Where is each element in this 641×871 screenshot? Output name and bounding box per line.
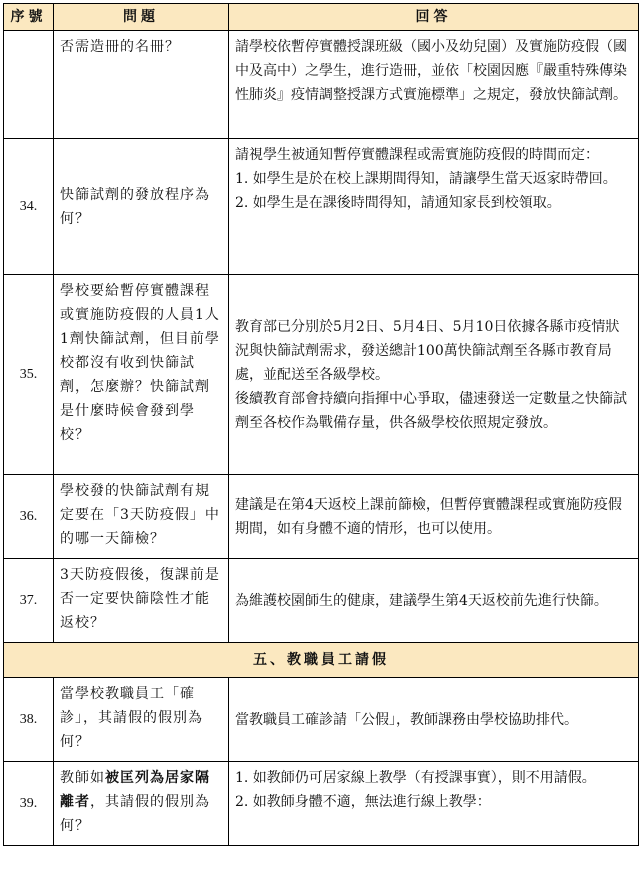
row-number: 35. xyxy=(4,275,54,475)
section-title: 五、教職員工請假 xyxy=(4,643,639,678)
row-answer xyxy=(229,275,639,475)
table-header-row xyxy=(4,4,639,31)
answer-paragraph: 建議是在第4天返校上課前篩檢，但暫停實體課程或實施防疫假期間，如有身體不適的情形，也可以使用。 xyxy=(235,496,622,537)
question-text-post: ，其請假的假別為何？ xyxy=(60,794,210,834)
row-number: 39. xyxy=(4,762,54,846)
row-answer xyxy=(229,678,639,762)
table-row xyxy=(4,678,639,762)
row-answer xyxy=(229,139,639,275)
row-question: 學校要給暫停實體課程或實施防疫假的人員1人1劑快篩試劑，但目前學校都沒有收到快篩試劑，怎麼辦？快篩試劑是什麼時候會發到學校？ xyxy=(54,275,229,475)
row-answer xyxy=(229,762,639,846)
answer-paragraph: 後續教育部會持續向指揮中心爭取，儘速發送一定數量之快篩試劑至各校作為戰備存量，供各級學校依照規定發放。 xyxy=(235,390,627,431)
row-question: 3天防疫假後，復課前是否一定要快篩陰性才能返校？ xyxy=(54,559,229,643)
row-question: 當學校教職員工「確診」，其請假的假別為何？ xyxy=(54,678,229,762)
row-answer xyxy=(229,559,639,643)
row-number: 38. xyxy=(4,678,54,762)
section-header-row xyxy=(4,643,639,678)
table-row xyxy=(4,139,639,275)
answer-item: 2. 如教師身體不適，無法進行線上教學： xyxy=(235,794,491,810)
header-no: 序號 xyxy=(4,4,54,31)
row-question xyxy=(54,762,229,846)
answer-paragraph: 為維護校園師生的健康，建議學生第4天返校前先進行快篩。 xyxy=(235,592,608,609)
row-question: 學校發的快篩試劑有規定要在「3天防疫假」中的哪一天篩檢？ xyxy=(54,475,229,559)
row-question: 快篩試劑的發放程序為何？ xyxy=(54,139,229,275)
row-number: 37. xyxy=(4,559,54,643)
answer-item: 1. 如教師仍可居家線上教學（有授課事實），則不用請假。 xyxy=(235,770,596,786)
header-answer: 回答 xyxy=(229,4,639,31)
question-text-pre: 教師如 xyxy=(60,770,105,786)
row-number: 36. xyxy=(4,475,54,559)
table-row xyxy=(4,275,639,475)
table-row xyxy=(4,762,639,846)
answer-item: 1. 如學生是於在校上課期間得知，請讓學生當天返家時帶回。 xyxy=(235,171,617,187)
answer-paragraph: 當教職員工確診請「公假」，教師課務由學校協助排代。 xyxy=(235,711,578,728)
row-question: 否需造冊的名冊？ xyxy=(54,31,229,139)
row-number xyxy=(4,31,54,139)
faq-table xyxy=(3,3,639,846)
header-question: 問題 xyxy=(54,4,229,31)
row-answer xyxy=(229,31,639,139)
table-row xyxy=(4,475,639,559)
row-answer xyxy=(229,475,639,559)
table-row xyxy=(4,559,639,643)
question-text-emphasis: 被匡列為居家隔離者 xyxy=(60,770,210,810)
answer-intro: 請視學生被通知暫停實體課程或需實施防疫假的時間而定： xyxy=(235,147,599,163)
row-number: 34. xyxy=(4,139,54,275)
answer-item: 2. 如學生是在課後時間得知，請通知家長到校領取。 xyxy=(235,195,561,211)
table-row xyxy=(4,31,639,139)
answer-paragraph: 請學校依暫停實體授課班級（國小及幼兒園）及實施防疫假（國中及高中）之學生，進行造冊，並依「校園因應『嚴重特殊傳染性肺炎』疫情調整授課方式實施標準」之規定，發放快篩試劑。 xyxy=(235,39,627,103)
answer-paragraph: 教育部已分別於5月2日、5月4日、5月10日依據各縣市疫情狀況與快篩試劑需求，發送總計100萬快篩試劑至各縣市教育局處，並配送至各級學校。 xyxy=(235,318,620,383)
